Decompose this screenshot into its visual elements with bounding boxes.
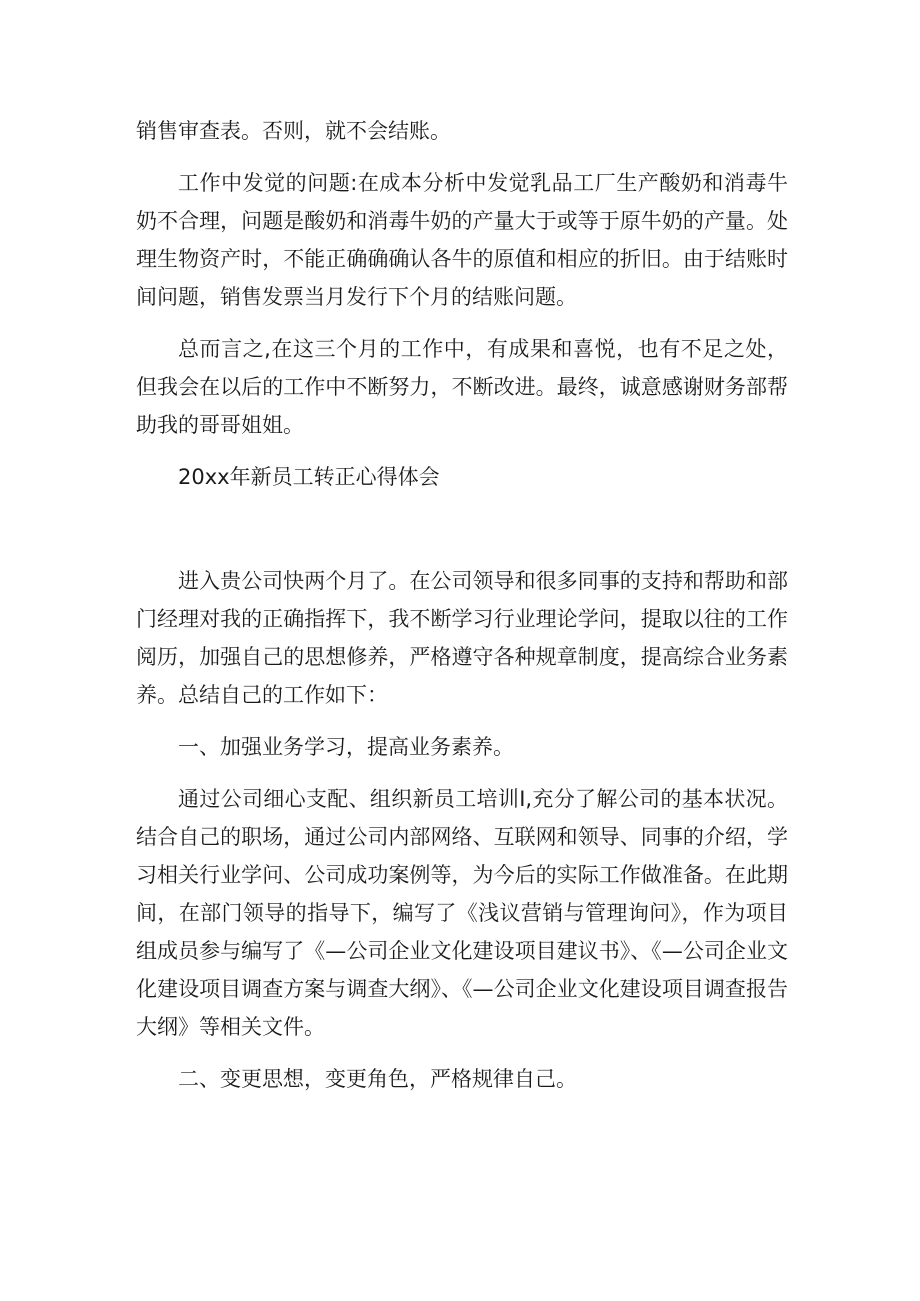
paragraph-continuation: 销售审查表。否则，就不会结账。 xyxy=(136,119,451,143)
paragraph-problems: 工作中发觉的问题:在成本分析中发觉乳品工厂生产酸奶和消毒牛奶不合理，问题是酸奶和消毒牛奶的产量大于或等于原牛奶的产量。处理生物资产时，不能正确确确认各牛的原值和相应的折旧。由于结账时间问题，销售发票当月发行下个月的结账问题。 xyxy=(136,171,788,309)
document-body xyxy=(136,112,788,1112)
paragraph-intro: 进入贵公司快两个月了。在公司领导和很多同事的支持和帮助和部门经理对我的正确指挥下，我不断学习行业理论学问，提取以往的工作阅历，加强自己的思想修养，严格遵守各种规章制度，提高综合业务素养。总结自己的工作如下： xyxy=(136,569,788,707)
section-title: 20xx年新员工转正心得体会 xyxy=(178,465,440,489)
list-heading-2: 二、变更思想，变更角色，严格规律自己。 xyxy=(178,1067,577,1091)
paragraph-summary: 总而言之,在这三个月的工作中，有成果和喜悦，也有不足之处，但我会在以后的工作中不断努力，不断改进。最终，诚意感谢财务部帮助我的哥哥姐姐。 xyxy=(136,337,788,437)
list-heading-1: 一、加强业务学习，提高业务素养。 xyxy=(178,735,514,759)
paragraph-training: 通过公司细心支配、组织新员工培训I,充分了解公司的基本状况。结合自己的职场，通过公司内部网络、互联网和领导、同事的介绍，学习相关行业学问、公司成功案例等，为今后的实际工作做准备。在此期间，在部门领导的指导下，编写了《浅议营销与管理询问》，作为项目组成员参与编写了《—公司企业文化建设项目建议书》、《—公司企业文化建设项目调查方案与调查大纲》、《—公司企业文化建设项目调查报告大纲》等相关文件。 xyxy=(136,787,788,1039)
